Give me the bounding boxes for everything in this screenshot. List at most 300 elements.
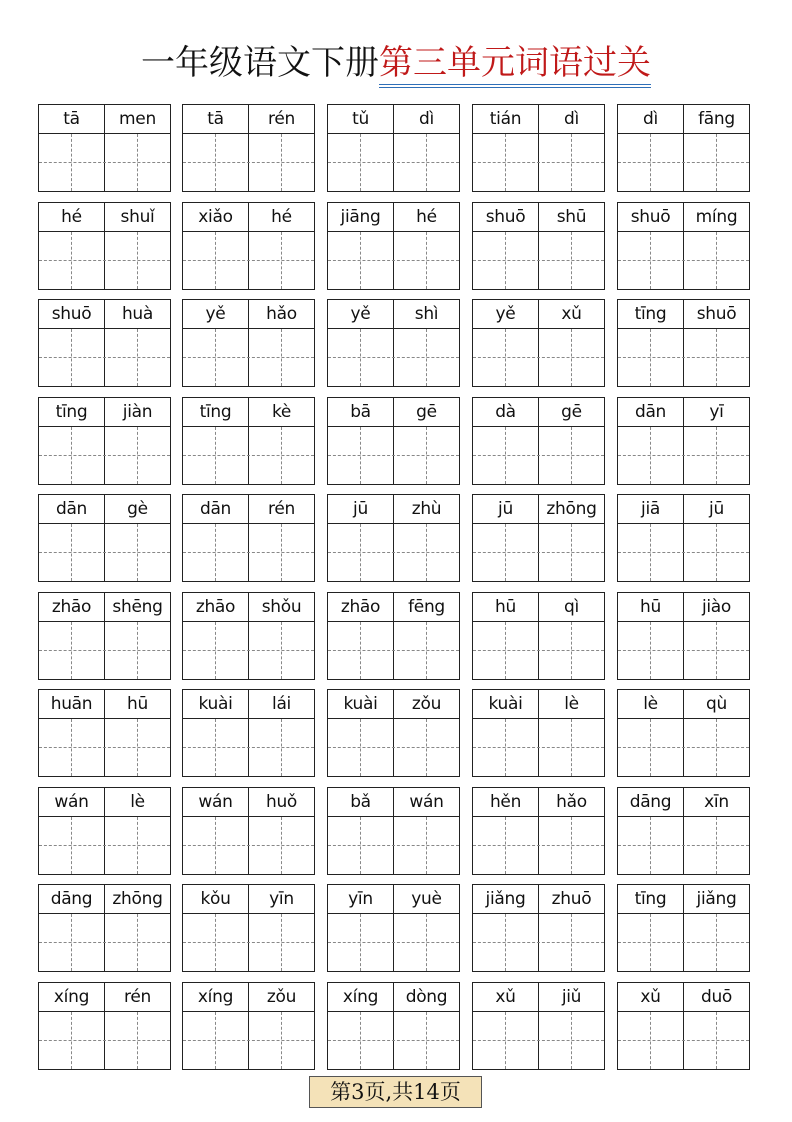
guide-line-horizontal (328, 162, 459, 163)
guide-line-horizontal (183, 747, 314, 748)
guide-line-vertical (716, 232, 717, 289)
word-box (182, 494, 315, 582)
guide-line-vertical (215, 914, 216, 971)
pinyin-syllable: wán (54, 792, 89, 812)
word-box (472, 104, 605, 192)
pinyin-syllable: dān (55, 499, 88, 519)
guide-line-vertical (281, 524, 282, 581)
guide-line-horizontal (473, 942, 604, 943)
pinyin-syllable: qù (706, 694, 727, 714)
pinyin-syllable: kuài (343, 694, 378, 714)
guide-line-vertical (505, 914, 506, 971)
pinyin-syllable: zhù (411, 499, 442, 519)
word-box (182, 982, 315, 1070)
word-box (617, 982, 750, 1070)
pinyin-syllable: dà (495, 402, 516, 422)
guide-line-horizontal (328, 650, 459, 651)
word-box (617, 202, 750, 290)
pinyin-syllable: gē (561, 402, 582, 422)
guide-line-vertical (571, 134, 572, 191)
guide-line-horizontal (328, 1040, 459, 1041)
word-box (182, 884, 315, 972)
pinyin-syllable: wán (409, 792, 444, 812)
pinyin-syllable: lè (643, 694, 658, 714)
pinyin-syllable: zhāo (195, 597, 236, 617)
pinyin-syllable: tián (489, 109, 522, 129)
guide-line-horizontal (328, 455, 459, 456)
guide-line-vertical (571, 329, 572, 386)
guide-line-vertical (137, 427, 138, 484)
word-box (617, 494, 750, 582)
guide-line-vertical (281, 622, 282, 679)
word-box (38, 299, 171, 387)
word-box (327, 104, 460, 192)
guide-line-horizontal (618, 845, 749, 846)
pinyin-syllable: lái (272, 694, 291, 714)
guide-line-vertical (426, 817, 427, 874)
pinyin-syllable: rén (268, 499, 295, 519)
guide-line-horizontal (473, 845, 604, 846)
guide-line-vertical (505, 134, 506, 191)
guide-line-horizontal (328, 845, 459, 846)
guide-line-vertical (281, 232, 282, 289)
guide-line-vertical (650, 524, 651, 581)
guide-line-horizontal (328, 552, 459, 553)
guide-line-horizontal (39, 357, 170, 358)
guide-line-vertical (571, 719, 572, 776)
pinyin-syllable: tīng (634, 304, 667, 324)
pinyin-syllable: kuài (198, 694, 233, 714)
guide-line-horizontal (618, 260, 749, 261)
guide-line-horizontal (328, 942, 459, 943)
guide-line-vertical (360, 427, 361, 484)
pinyin-syllable: kuài (488, 694, 523, 714)
pinyin-syllable: shū (556, 207, 587, 227)
guide-line-vertical (650, 329, 651, 386)
pinyin-syllable: dì (419, 109, 434, 129)
guide-line-vertical (505, 622, 506, 679)
pinyin-syllable: jiǎng (485, 889, 526, 909)
guide-line-horizontal (473, 650, 604, 651)
word-box (327, 982, 460, 1070)
word-box (617, 787, 750, 875)
guide-line-vertical (215, 427, 216, 484)
guide-line-vertical (281, 817, 282, 874)
pinyin-syllable: xíng (197, 987, 234, 1007)
guide-line-vertical (137, 719, 138, 776)
pinyin-syllable: rén (124, 987, 151, 1007)
pinyin-syllable: tā (207, 109, 224, 129)
pinyin-syllable: zhōng (546, 499, 597, 519)
word-box (38, 494, 171, 582)
guide-line-vertical (71, 524, 72, 581)
guide-line-vertical (281, 329, 282, 386)
pinyin-syllable: dāng (50, 889, 93, 909)
pinyin-syllable: míng (695, 207, 738, 227)
guide-line-horizontal (183, 162, 314, 163)
word-box (327, 202, 460, 290)
pinyin-syllable: jiào (701, 597, 732, 617)
pinyin-syllable: shuō (696, 304, 737, 324)
pinyin-syllable: zǒu (411, 694, 442, 714)
pinyin-syllable: lè (564, 694, 579, 714)
guide-line-horizontal (183, 552, 314, 553)
guide-line-vertical (650, 232, 651, 289)
guide-line-vertical (426, 1012, 427, 1069)
guide-line-vertical (716, 427, 717, 484)
pinyin-syllable: yīn (269, 889, 294, 909)
guide-line-horizontal (39, 162, 170, 163)
guide-line-vertical (650, 719, 651, 776)
guide-line-vertical (71, 232, 72, 289)
guide-line-vertical (281, 134, 282, 191)
guide-line-vertical (505, 427, 506, 484)
pinyin-syllable: zǒu (266, 987, 297, 1007)
guide-line-horizontal (328, 260, 459, 261)
guide-line-vertical (71, 329, 72, 386)
guide-line-vertical (426, 232, 427, 289)
word-box (472, 299, 605, 387)
guide-line-horizontal (618, 162, 749, 163)
word-box (327, 592, 460, 680)
word-box (472, 884, 605, 972)
word-box (182, 787, 315, 875)
word-box (38, 689, 171, 777)
guide-line-vertical (360, 1012, 361, 1069)
pinyin-syllable: tīng (199, 402, 232, 422)
word-box (472, 982, 605, 1070)
guide-line-horizontal (39, 747, 170, 748)
guide-line-horizontal (618, 942, 749, 943)
word-box (472, 494, 605, 582)
pinyin-syllable: lè (130, 792, 145, 812)
pinyin-syllable: shǒu (261, 597, 302, 617)
guide-line-vertical (426, 329, 427, 386)
pinyin-syllable: shì (414, 304, 439, 324)
pinyin-syllable: yī (709, 402, 724, 422)
guide-line-vertical (505, 329, 506, 386)
word-box (327, 494, 460, 582)
word-box (182, 397, 315, 485)
guide-line-horizontal (618, 747, 749, 748)
guide-line-vertical (360, 524, 361, 581)
guide-line-vertical (360, 914, 361, 971)
guide-line-vertical (650, 1012, 651, 1069)
guide-line-horizontal (473, 1040, 604, 1041)
guide-line-horizontal (473, 260, 604, 261)
guide-line-horizontal (183, 942, 314, 943)
pinyin-syllable: zhāo (340, 597, 381, 617)
pinyin-syllable: hé (271, 207, 292, 227)
word-box (617, 689, 750, 777)
word-box (38, 787, 171, 875)
word-box (38, 104, 171, 192)
guide-line-horizontal (473, 162, 604, 163)
guide-line-horizontal (618, 552, 749, 553)
pinyin-syllable: shuō (485, 207, 526, 227)
guide-line-vertical (716, 622, 717, 679)
guide-line-vertical (281, 719, 282, 776)
word-box (182, 202, 315, 290)
pinyin-syllable: shuō (630, 207, 671, 227)
word-box (472, 397, 605, 485)
guide-line-vertical (360, 329, 361, 386)
guide-line-vertical (505, 524, 506, 581)
pinyin-syllable: huǒ (265, 792, 298, 812)
word-box (617, 592, 750, 680)
pinyin-syllable: yuè (411, 889, 442, 909)
guide-line-vertical (360, 817, 361, 874)
pinyin-syllable: hū (640, 597, 661, 617)
pinyin-syllable: hé (61, 207, 82, 227)
guide-line-vertical (215, 622, 216, 679)
title-prefix: 一年级语文下册 (141, 43, 379, 83)
guide-line-vertical (716, 134, 717, 191)
word-box (472, 202, 605, 290)
guide-line-vertical (360, 622, 361, 679)
guide-line-vertical (571, 524, 572, 581)
word-box (38, 982, 171, 1070)
pinyin-syllable: kǒu (200, 889, 231, 909)
guide-line-vertical (716, 914, 717, 971)
word-box (327, 397, 460, 485)
pinyin-syllable: zhuō (551, 889, 592, 909)
pinyin-syllable: hū (495, 597, 516, 617)
word-box (327, 884, 460, 972)
pinyin-syllable: jiǔ (561, 987, 582, 1007)
guide-line-vertical (426, 134, 427, 191)
word-box (617, 104, 750, 192)
page-title (0, 40, 792, 86)
pinyin-syllable: tā (63, 109, 80, 129)
guide-line-vertical (571, 622, 572, 679)
guide-line-horizontal (473, 357, 604, 358)
guide-line-vertical (716, 719, 717, 776)
guide-line-horizontal (183, 455, 314, 456)
guide-line-horizontal (183, 260, 314, 261)
guide-line-horizontal (473, 747, 604, 748)
pinyin-syllable: bǎ (350, 792, 371, 812)
guide-line-vertical (571, 914, 572, 971)
pinyin-syllable: kè (271, 402, 292, 422)
guide-line-vertical (215, 524, 216, 581)
guide-line-vertical (281, 914, 282, 971)
guide-line-horizontal (39, 650, 170, 651)
word-box (327, 787, 460, 875)
guide-line-vertical (71, 817, 72, 874)
pinyin-syllable: fāng (698, 109, 735, 129)
guide-line-vertical (650, 817, 651, 874)
guide-line-vertical (137, 232, 138, 289)
guide-line-horizontal (183, 1040, 314, 1041)
guide-line-vertical (215, 719, 216, 776)
guide-line-vertical (71, 1012, 72, 1069)
guide-line-vertical (650, 622, 651, 679)
guide-line-vertical (571, 232, 572, 289)
guide-line-vertical (71, 427, 72, 484)
pinyin-syllable: yě (350, 304, 371, 324)
pinyin-syllable: shuǐ (120, 207, 155, 227)
pinyin-syllable: xǔ (640, 987, 661, 1007)
pinyin-syllable: bā (350, 402, 371, 422)
guide-line-vertical (137, 914, 138, 971)
guide-line-vertical (505, 817, 506, 874)
word-box (472, 592, 605, 680)
word-box (327, 689, 460, 777)
guide-line-vertical (215, 1012, 216, 1069)
guide-line-vertical (137, 134, 138, 191)
guide-line-horizontal (39, 455, 170, 456)
word-box (617, 299, 750, 387)
guide-line-vertical (716, 329, 717, 386)
guide-line-vertical (215, 134, 216, 191)
pinyin-syllable: xíng (342, 987, 379, 1007)
word-box (327, 299, 460, 387)
guide-line-vertical (215, 329, 216, 386)
pinyin-syllable: dān (634, 402, 667, 422)
pinyin-syllable: yīn (348, 889, 373, 909)
guide-line-horizontal (39, 552, 170, 553)
guide-line-vertical (571, 817, 572, 874)
guide-line-vertical (137, 524, 138, 581)
guide-line-horizontal (618, 1040, 749, 1041)
guide-line-vertical (505, 232, 506, 289)
word-box (617, 397, 750, 485)
pinyin-syllable: xīn (704, 792, 729, 812)
word-box (182, 104, 315, 192)
guide-line-vertical (505, 719, 506, 776)
guide-line-vertical (281, 427, 282, 484)
pinyin-syllable: tǔ (352, 109, 369, 129)
guide-line-horizontal (473, 455, 604, 456)
guide-line-vertical (426, 622, 427, 679)
pinyin-syllable: jū (709, 499, 724, 519)
pinyin-syllable: shēng (112, 597, 163, 617)
guide-line-vertical (571, 427, 572, 484)
guide-line-horizontal (473, 552, 604, 553)
word-box (38, 202, 171, 290)
guide-line-vertical (426, 427, 427, 484)
pinyin-syllable: dāng (629, 792, 672, 812)
guide-line-horizontal (618, 650, 749, 651)
guide-line-vertical (137, 817, 138, 874)
guide-line-horizontal (39, 845, 170, 846)
word-box (38, 592, 171, 680)
pinyin-syllable: gē (416, 402, 437, 422)
pinyin-syllable: hěn (489, 792, 522, 812)
guide-line-horizontal (183, 845, 314, 846)
guide-line-vertical (360, 232, 361, 289)
title-highlight: 第三单元词语过关 (379, 43, 651, 88)
pinyin-syllable: hū (127, 694, 148, 714)
pinyin-syllable: jiā (641, 499, 660, 519)
pinyin-syllable: tīng (55, 402, 88, 422)
pinyin-syllable: dì (564, 109, 579, 129)
guide-line-vertical (215, 232, 216, 289)
guide-line-vertical (137, 329, 138, 386)
guide-line-horizontal (39, 942, 170, 943)
pinyin-syllable: jiǎng (696, 889, 737, 909)
guide-line-horizontal (328, 747, 459, 748)
word-box (182, 299, 315, 387)
pinyin-syllable: jiàn (122, 402, 153, 422)
page-number: 第3页,共14页 (309, 1076, 482, 1108)
pinyin-syllable: dòng (405, 987, 448, 1007)
guide-line-vertical (71, 134, 72, 191)
pinyin-syllable: xǔ (561, 304, 582, 324)
pinyin-syllable: duō (700, 987, 733, 1007)
guide-line-horizontal (39, 260, 170, 261)
guide-line-vertical (716, 1012, 717, 1069)
guide-line-vertical (137, 1012, 138, 1069)
pinyin-syllable: jū (353, 499, 368, 519)
guide-line-vertical (215, 817, 216, 874)
pinyin-syllable: yě (495, 304, 516, 324)
guide-line-vertical (650, 427, 651, 484)
pinyin-syllable: xíng (53, 987, 90, 1007)
guide-line-horizontal (183, 650, 314, 651)
pinyin-syllable: shuō (51, 304, 92, 324)
pinyin-syllable: gè (127, 499, 148, 519)
guide-line-vertical (71, 622, 72, 679)
word-box (472, 689, 605, 777)
guide-line-vertical (281, 1012, 282, 1069)
pinyin-syllable: jiāng (340, 207, 381, 227)
guide-line-vertical (426, 914, 427, 971)
pinyin-syllable: qì (564, 597, 579, 617)
guide-line-horizontal (328, 357, 459, 358)
guide-line-vertical (137, 622, 138, 679)
word-box (182, 689, 315, 777)
guide-line-vertical (650, 914, 651, 971)
guide-line-vertical (650, 134, 651, 191)
guide-line-vertical (505, 1012, 506, 1069)
pinyin-syllable: hǎo (266, 304, 297, 324)
word-box (472, 787, 605, 875)
word-box (182, 592, 315, 680)
guide-line-vertical (716, 524, 717, 581)
word-box (38, 397, 171, 485)
guide-line-horizontal (39, 1040, 170, 1041)
pinyin-syllable: zhāo (51, 597, 92, 617)
pinyin-syllable: huān (50, 694, 93, 714)
pinyin-syllable: dān (199, 499, 232, 519)
guide-line-horizontal (183, 357, 314, 358)
word-box (617, 884, 750, 972)
pinyin-syllable: zhōng (112, 889, 163, 909)
guide-line-horizontal (618, 357, 749, 358)
pinyin-syllable: tīng (634, 889, 667, 909)
guide-line-vertical (716, 817, 717, 874)
guide-line-vertical (71, 914, 72, 971)
pinyin-syllable: hǎo (556, 792, 587, 812)
guide-line-vertical (360, 719, 361, 776)
pinyin-syllable: rén (268, 109, 295, 129)
pinyin-syllable: wán (198, 792, 233, 812)
guide-line-vertical (571, 1012, 572, 1069)
guide-line-vertical (360, 134, 361, 191)
pinyin-syllable: dì (643, 109, 658, 129)
pinyin-syllable: fēng (408, 597, 445, 617)
guide-line-horizontal (618, 455, 749, 456)
pinyin-syllable: jū (498, 499, 513, 519)
pinyin-syllable: hé (416, 207, 437, 227)
pinyin-syllable: xiǎo (198, 207, 233, 227)
pinyin-syllable: men (119, 109, 156, 129)
guide-line-vertical (426, 524, 427, 581)
guide-line-vertical (426, 719, 427, 776)
pinyin-syllable: huà (121, 304, 154, 324)
